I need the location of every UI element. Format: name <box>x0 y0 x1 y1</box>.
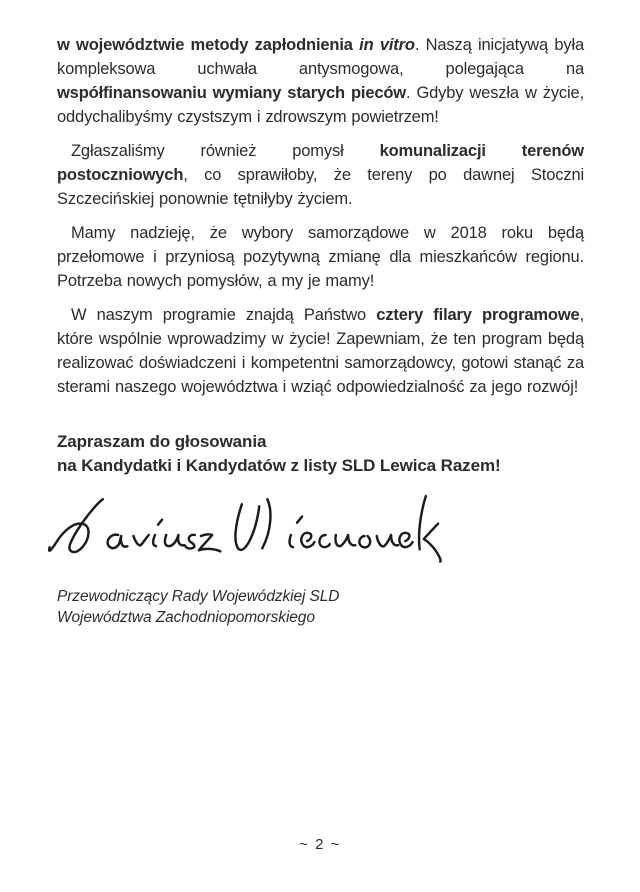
text-segment: in vitro <box>359 36 415 54</box>
page-number: ~ 2 ~ <box>299 836 341 853</box>
text-segment: , co sprawiłoby, że tereny po dawnej Stoczni Szczecińskiej ponownie tętniłyby życiem. <box>57 166 584 208</box>
text-segment: W naszym programie znajdą Państwo <box>71 306 377 324</box>
text-segment: . Naszą inicjatywą była kompleksowa uchwała antysmogowa, polegająca na <box>57 36 584 78</box>
voting-call-to-action <box>57 430 584 478</box>
text-segment: Mamy nadzieję, że wybory samorządowe w 2018 roku będą przełomowe i przyniosą pozytywną zmianę dla mieszkańców regionu. Potrzeba nowych pomysłów, a my je mamy! <box>57 224 584 290</box>
cta-line: Zapraszam do głosowania <box>57 432 267 451</box>
text-segment: komunalizacji terenów postoczniowych <box>57 142 584 184</box>
paragraph <box>57 33 584 129</box>
credentials-block <box>57 586 584 628</box>
signature-block <box>45 490 584 582</box>
paragraph <box>57 139 584 211</box>
text-segment: współfinansowaniu wymiany starych pieców <box>57 84 406 102</box>
text-segment: , które wspólnie wprowadzimy w życie! Zapewniam, że ten program będą realizować doświadczeni i kompetentni samorządowcy, gotowi stanąć za sterami naszego województwa i wziąć odpowiedzialność za jego rozwój! <box>57 306 584 396</box>
text-segment: w województwie metody zapłodnienia <box>57 36 360 54</box>
page-content <box>57 33 584 628</box>
text-segment: . Gdyby weszła w życie, oddychalibyśmy czystszym i zdrowszym powietrzem! <box>57 84 584 126</box>
text-segment: Zgłaszaliśmy również pomysł <box>71 142 380 160</box>
cta-line: na Kandydatki i Kandydatów z listy SLD Lewica Razem! <box>57 456 501 475</box>
handwritten-signature <box>45 490 455 582</box>
paragraph <box>57 303 584 399</box>
paragraph <box>57 221 584 293</box>
credential-line: Przewodniczący Rady Wojewódzkiej SLD <box>57 588 340 605</box>
credential-line: Województwa Zachodniopomorskiego <box>57 609 315 626</box>
body-text <box>57 33 584 399</box>
text-segment: cztery filary programowe <box>376 306 580 324</box>
